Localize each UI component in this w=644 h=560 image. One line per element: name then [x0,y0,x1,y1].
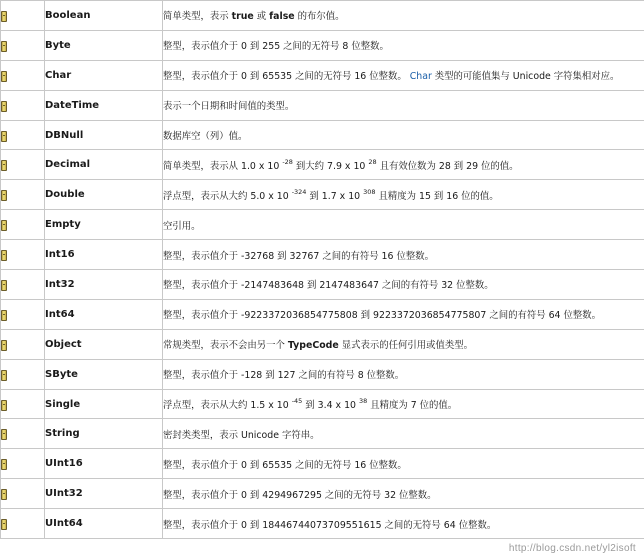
member-name: DateTime [45,90,163,120]
member-name: Empty [45,210,163,240]
member-description: 整型，表示值介于 0 到 65535 之间的无符号 16 位整数。 [163,449,644,479]
member-name: Single [45,389,163,419]
member-description: 整型，表示值介于 -9223372036854775808 到 9223372036854775807 之间的有符号 64 位整数。 [163,299,644,329]
char-link[interactable]: Char [409,71,432,83]
table-row [1,419,644,449]
table-row [1,150,644,180]
table-row [1,210,644,240]
table-row [1,509,644,539]
table-row [1,90,644,120]
member-name: SByte [45,359,163,389]
table-row [1,30,644,60]
table-row [1,479,644,509]
member-description: 数据库空（列）值。 [163,120,644,150]
enum-member-icon [1,370,7,381]
table-row [1,180,644,210]
member-description: 整型，表示值介于 -2147483648 到 2147483647 之间的有符号 32 位整数。 [163,270,644,300]
enum-member-icon [1,41,7,52]
table-row [1,329,644,359]
member-description: 整型，表示值介于 -128 到 127 之间的有符号 8 位整数。 [163,359,644,389]
table-row [1,60,644,90]
member-name: Double [45,180,163,210]
enum-member-icon [1,519,7,530]
enum-member-icon [1,131,7,142]
member-name: Int64 [45,299,163,329]
enum-member-icon [1,280,7,291]
enum-member-icon [1,310,7,321]
member-description: 常规类型，表示不会由另一个 TypeCode 显式表示的任何引用或值类型。 [163,329,644,359]
member-name: Int16 [45,240,163,270]
enum-member-icon [1,429,7,440]
member-name: UInt64 [45,509,163,539]
enum-member-icon [1,11,7,22]
table-row [1,270,644,300]
enum-member-icon [1,160,7,171]
member-name: Char [45,60,163,90]
enum-member-icon [1,489,7,500]
enum-member-icon [1,250,7,261]
table-row [1,120,644,150]
member-name: UInt16 [45,449,163,479]
member-description: 整型，表示值介于 0 到 18446744073709551615 之间的无符号 64 位整数。 [163,509,644,539]
table-row [1,449,644,479]
member-description: 简单类型，表示从 1.0 x 10 $^{-28}$ 到大约 7.9 x 10 $^{28}$ 且有效位数为 28 到 29 位的值。 [163,150,644,180]
table-row [1,299,644,329]
table-row [1,389,644,419]
member-description: 简单类型，表示 true 或 false 的布尔值。 [163,1,644,31]
enum-member-icon [1,190,7,201]
member-description: 整型，表示值介于 0 到 255 之间的无符号 8 位整数。 [163,30,644,60]
member-name: String [45,419,163,449]
member-name: Decimal [45,150,163,180]
member-description: 整型，表示值介于 -32768 到 32767 之间的有符号 16 位整数。 [163,240,644,270]
enum-member-icon [1,340,7,351]
member-name: Int32 [45,270,163,300]
enum-member-icon [1,400,7,411]
member-description: 整型，表示值介于 0 到 4294967295 之间的无符号 32 位整数。 [163,479,644,509]
table-row [1,1,644,31]
member-description: 整型，表示值介于 0 到 65535 之间的无符号 16 位整数。 Char 类型的可能值集与 Unicode 字符集相对应。 [163,60,644,90]
enum-member-icon [1,220,7,231]
member-name: UInt32 [45,479,163,509]
member-name: DBNull [45,120,163,150]
member-description: 表示一个日期和时间值的类型。 [163,90,644,120]
enum-member-icon [1,71,7,82]
member-description: 浮点型，表示从大约 1.5 x 10 $^{-45}$ 到 3.4 x 10 $^{38}$ 且精度为 7 位的值。 [163,389,644,419]
enum-member-icon [1,101,7,112]
member-description: 浮点型，表示从大约 5.0 x 10 $^{-324}$ 到 1.7 x 10 $^{308}$ 且精度为 15 到 16 位的值。 [163,180,644,210]
table-row [1,359,644,389]
enum-member-icon [1,459,7,470]
watermark: http://blog.csdn.net/yl2isoft [508,543,636,554]
member-name: Boolean [45,1,163,31]
member-name: Object [45,329,163,359]
member-description: 密封类类型，表示 Unicode 字符串。 [163,419,644,449]
member-description: 空引用。 [163,210,644,240]
table-row [1,240,644,270]
member-name: Byte [45,30,163,60]
